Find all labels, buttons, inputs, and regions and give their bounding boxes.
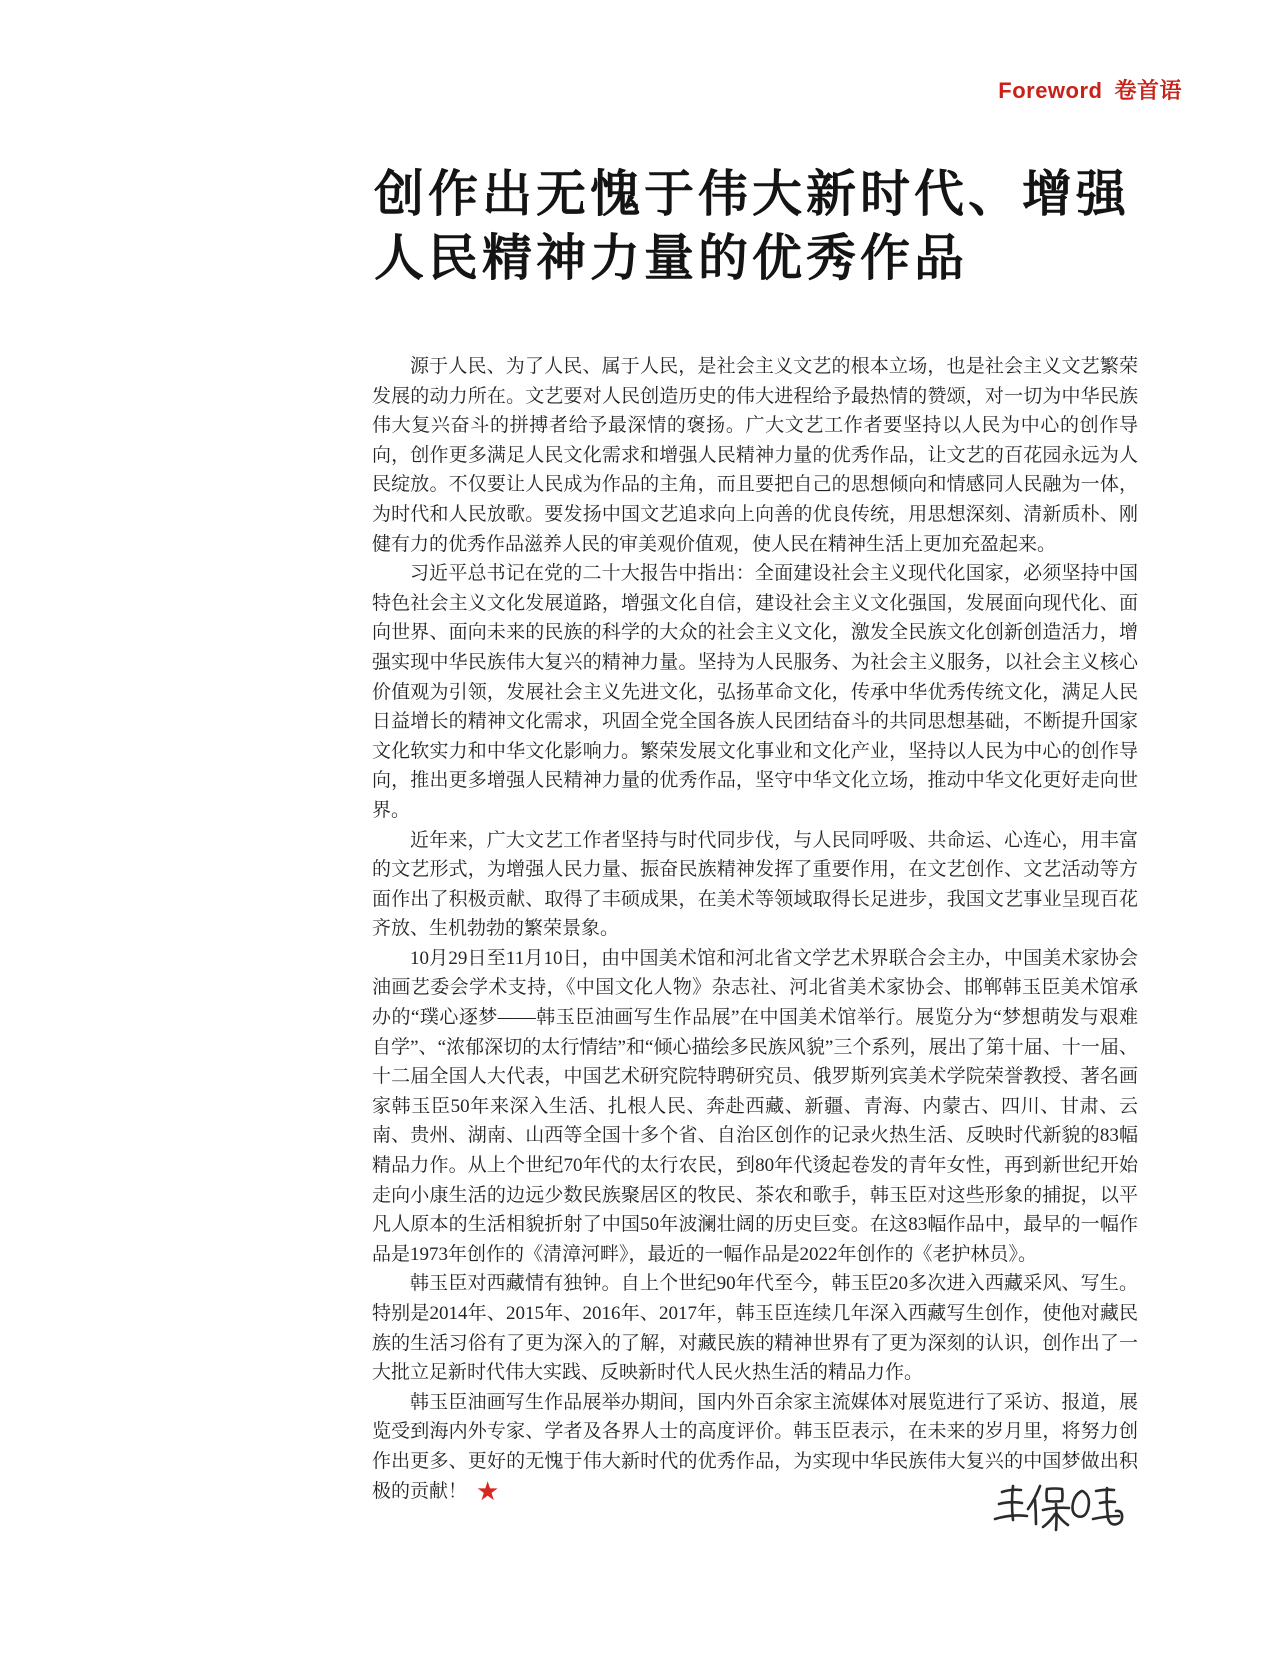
article-title bbox=[374, 162, 1184, 290]
author-signature-handwriting bbox=[990, 1476, 1140, 1538]
paragraph-5: 韩玉臣对西藏情有独钟。自上个世纪90年代至今，韩玉臣20多次进入西藏采风、写生。特别是2014年、2015年、2016年、2017年，韩玉臣连续几年深入西藏写生创作，使他对藏民族的生活习俗有了更为深入的了解，对藏民族的精神世界有了更为深刻的认识，创作出了一大批立足新时代伟大实践、反映新时代人民火热生活的精品力作。 bbox=[372, 1273, 1138, 1384]
paragraph-2: 习近平总书记在党的二十大报告中指出：全面建设社会主义现代化国家，必须坚持中国特色社会主义文化发展道路，增强文化自信，建设社会主义文化强国，发展面向现代化、面向世界、面向未来的民族的科学的大众的社会主义文化，激发全民族文化创新创造活力，增强实现中华民族伟大复兴的精神力量。坚持为人民服务、为社会主义服务，以社会主义核心价值观为引领，发展社会主义先进文化，弘扬革命文化，传承中华优秀传统文化，满足人民日益增长的精神文化需求，巩固全党全国各族人民团结奋斗的共同思想基础，不断提升国家文化软实力和中华文化影响力。繁荣发展文化事业和文化产业，坚持以人民为中心的创作导向，推出更多增强人民精神力量的优秀作品，坚守中华文化立场，推动中华文化更好走向世界。 bbox=[372, 563, 1138, 821]
red-star-icon: ★ bbox=[476, 1476, 500, 1507]
section-label bbox=[998, 74, 1182, 105]
article-title-line2: 人民精神力量的优秀作品 bbox=[374, 230, 968, 286]
section-label-en: Foreword bbox=[998, 78, 1103, 103]
article-title-line1: 创作出无愧于伟大新时代、增强 bbox=[374, 166, 1130, 222]
paragraph-3: 近年来，广大文艺工作者坚持与时代同步伐，与人民同呼吸、共命运、心连心，用丰富的文艺形式，为增强人民力量、振奋民族精神发挥了重要作用，在文艺创作、文艺活动等方面作出了积极贡献、取得了丰硕成果，在美术等领域取得长足进步，我国文艺事业呈现百花齐放、生机勃勃的繁荣景象。 bbox=[372, 829, 1138, 940]
paragraph-4: 10月29日至11月10日，由中国美术馆和河北省文学艺术界联合会主办，中国美术家协会油画艺委会学术支持，《中国文化人物》杂志社、河北省美术家协会、邯郸韩玉臣美术馆承办的“璞心逐梦——韩玉臣油画写生作品展”在中国美术馆举行。展览分为“梦想萌发与艰难自学”、“浓郁深切的太行情结”和“倾心描绘多民族风貌”三个系列，展出了第十届、十一届、十二届全国人大代表，中国艺术研究院特聘研究员、俄罗斯列宾美术学院荣誉教授、著名画家韩玉臣50年来深入生活、扎根人民、奔赴西藏、新疆、青海、内蒙古、四川、甘肃、云南、贵州、湖南、山西等全国十多个省、自治区创作的记录火热生活、反映时代新貌的83幅精品力作。从上个世纪70年代的太行农民，到80年代烫起卷发的青年女性，再到新世纪开始走向小康生活的边远少数民族聚居区的牧民、茶农和歌手，韩玉臣对这些形象的捕捉，以平凡人原本的生活相貌折射了中国50年波澜壮阔的历史巨变。在这83幅作品中，最早的一幅作品是1973年创作的《清漳河畔》，最近的一幅作品是2022年创作的《老护林员》。 bbox=[372, 947, 1138, 1265]
section-label-zh: 卷首语 bbox=[1114, 78, 1182, 103]
paragraph-1: 源于人民、为了人民、属于人民，是社会主义文艺的根本立场，也是社会主义文艺繁荣发展的动力所在。文艺要对人民创造历史的伟大进程给予最热情的赞颂，对一切为中华民族伟大复兴奋斗的拼搏者给予最深情的褒扬。广大文艺工作者要坚持以人民为中心的创作导向，创作更多满足人民文化需求和增强人民精神力量的优秀作品，让文艺的百花园永远为人民绽放。不仅要让人民成为作品的主角，而且要把自己的思想倾向和情感同人民融为一体，为时代和人民放歌。要发扬中国文艺追求向上向善的优良传统，用思想深刻、清新质朴、刚健有力的优秀作品滋养人民的审美观价值观，使人民在精神生活上更加充盈起来。 bbox=[372, 356, 1138, 555]
article-body bbox=[372, 352, 1138, 1506]
paragraph-6-text: 韩玉臣油画写生作品展举办期间，国内外百余家主流媒体对展览进行了采访、报道，展览受到海内外专家、学者及各界人士的高度评价。韩玉臣表示，在未来的岁月里，将努力创作出更多、更好的无愧于伟大新时代的优秀作品，为实现中华民族伟大复兴的中国梦做出积极的贡献！ bbox=[372, 1391, 1138, 1502]
